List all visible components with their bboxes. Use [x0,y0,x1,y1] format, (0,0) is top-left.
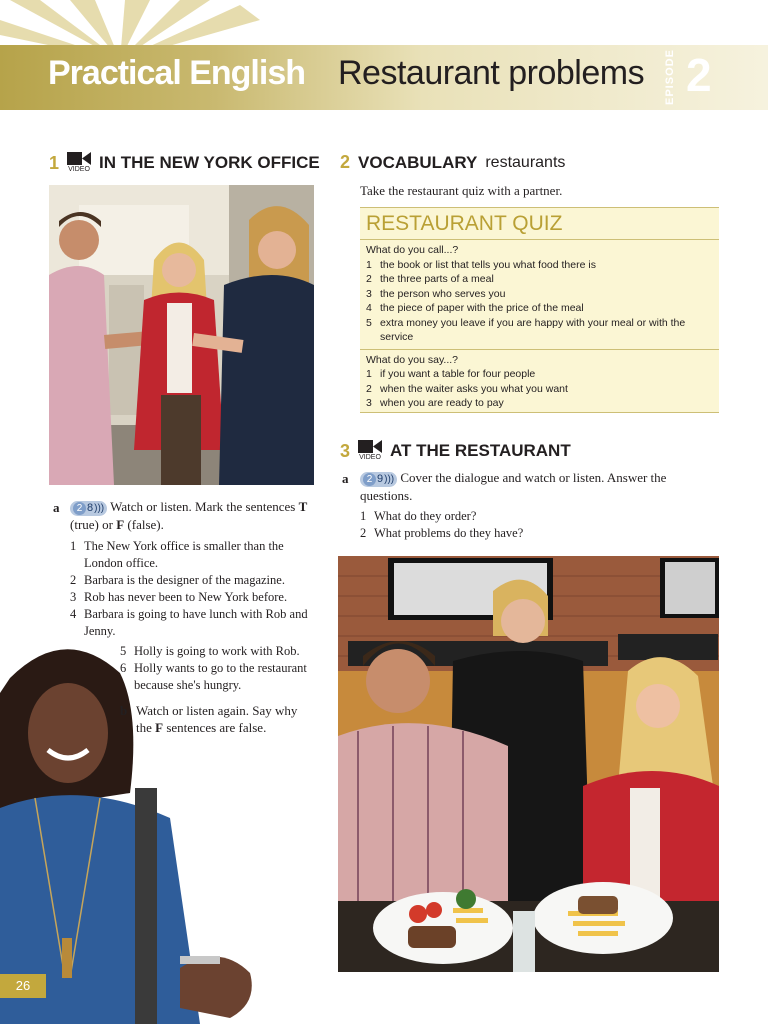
exercise-1b-label: b [120,703,128,718]
section-number: 3 [340,440,351,461]
list-item: 1 The New York office is smaller than the London office. [70,539,284,570]
quiz-item: 5 extra money you leave if you are happy with your meal or with the service [366,316,686,343]
exercise-1a-label: a [53,500,60,515]
episode-label: EPISODE [664,49,676,105]
quiz-item: 1 if you want a table for four people [366,368,536,380]
restaurant-quiz-box [360,207,719,413]
section-title: IN THE NEW YORK OFFICE [99,153,320,172]
quiz-item: 1 the book or list that tells you what food there is [366,258,596,271]
episode-number: 2 [686,49,712,101]
section-number: 1 [49,152,60,173]
quiz-say-block [360,349,719,415]
section-title: AT THE RESTAURANT [390,441,571,460]
quiz-title: RESTAURANT QUIZ [360,208,719,240]
section-1-heading [49,152,320,174]
list-item: 5 Holly is going to work with Rob. [120,644,300,658]
list-item: 3 Rob has never been to New York before. [70,590,288,604]
list-item: 1 What do they order? [360,509,477,523]
audio-track-badge[interactable]: 2 9))) [360,472,397,487]
audio-track-badge[interactable]: 2 8))) [70,501,107,516]
quiz-say-heading: What do you say...? [366,353,459,366]
exercise-1a-list-continued [120,643,320,694]
exercise-3a-label: a [342,471,349,486]
section-title: VOCABULARY [358,152,478,172]
quiz-item: 2 the three parts of a meal [366,273,494,285]
list-item: 6 Holly wants to go to the restaurant because she's hungry. [120,661,307,692]
restaurant-photo [338,556,719,972]
quiz-item: 3 the person who serves you [366,287,506,300]
section-2-heading [340,152,565,173]
list-item: 4 Barbara is going to have lunch with Rob and Jenny. [70,607,308,638]
exercise-1b-instruction: Watch or listen again. Say why the F sentences are false. [136,703,298,735]
video-icon [67,152,91,174]
section-3-heading [340,440,571,462]
office-handshake-photo [49,185,314,485]
section-number: 2 [340,152,351,172]
header-title-practical-english: Practical English [48,54,305,92]
list-item: 2 Barbara is the designer of the magazine. [70,573,285,587]
exercise-3a-list [360,508,700,542]
quiz-item: 2 when the waiter asks you what you want [366,382,568,395]
video-icon [358,440,382,462]
section-2-intro: Take the restaurant quiz with a partner. [360,183,563,198]
holly-photo [0,638,262,1024]
sound-icon: ))) [94,503,105,514]
exercise-1a-instruction: 2 8))) Watch or listen. Mark the sentences T (true) or F (false). [70,499,308,532]
quiz-call-block [360,240,719,349]
sound-icon: ))) [384,474,395,485]
page-number: 26 [0,974,46,998]
header-title-lesson: Restaurant problems [338,54,645,92]
video-icon-label: VIDEO [359,454,381,461]
quiz-item: 4 the piece of paper with the price of the meal [366,302,584,314]
section-subtitle: restaurants [485,153,566,171]
list-item: 2 What problems do they have? [360,526,524,540]
exercise-3a-instruction: 2 9))) Cover the dialogue and watch or listen. Answer the questions. [360,470,667,503]
quiz-call-heading: What do you call...? [366,244,459,256]
exercise-1a-list [70,538,320,640]
video-icon-label: VIDEO [68,166,90,173]
quiz-item: 3 when you are ready to pay [366,397,504,409]
